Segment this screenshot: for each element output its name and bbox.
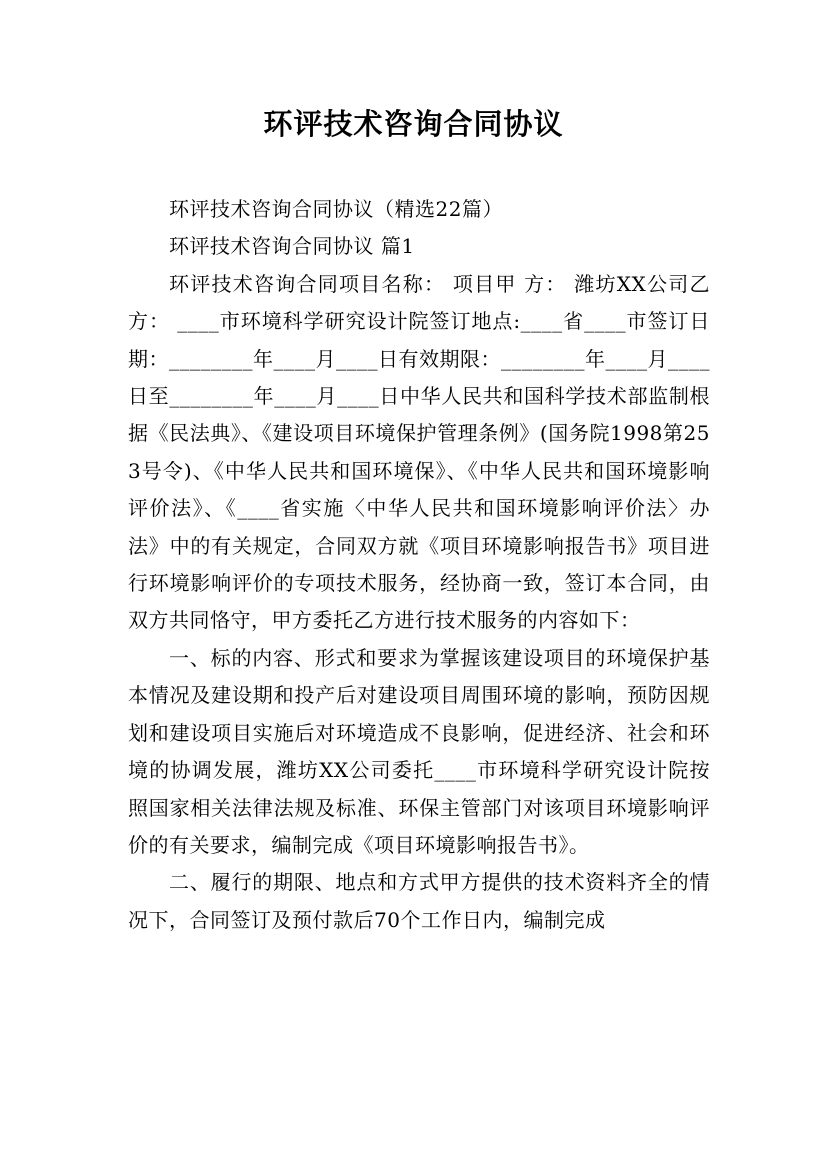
body-paragraph: 环评技术咨询合同项目名称： 项目甲 方： 潍坊XX公司乙 方： ____市环境科学研究设计院签订地点:____省____市签订日期：________年____月____日有效期限：________年____月____日至________年____月____日中华人民共和国科学技术部监制根据《民法典》、《建设项目环境保护管理条例》(国务院1998第253号令)、《中华人民共和国环境保》、《中华人民共和国环境影响评价法》、《____省实施〈中华人民共和国环境影响评价法〉办法》中的有关规定，合同双方就《项目环境影响报告书》项目进行环境影响评价的专项技术服务，经协商一致，签订本合同，由双方共同恪守，甲方委托乙方进行技术服务的内容如下： (128, 271, 710, 633)
body-paragraph: 二、履行的期限、地点和方式甲方提供的技术资料齐全的情况下，合同签订及预付款后70个工作日内，编制完成 (128, 870, 710, 932)
subtitle-paragraph: 环评技术咨询合同协议（精选22篇） (169, 197, 503, 221)
section-heading-paragraph: 环评技术咨询合同协议 篇1 (169, 234, 415, 259)
body-paragraph: 一、标的内容、形式和要求为掌握该建设项目的环境保护基本情况及建设期和投产后对建设项目周围环境的影响，预防因规划和建设项目实施后对环境造成不良影响，促进经济、社会和环境的协调发展，潍坊XX公司委托____市环境科学研究设计院按照国家相关法律法规及标准、环保主管部门对该项目环境影响评价的有关要求，编制完成《项目环境影响报告书》。 (128, 645, 710, 857)
document-title: 环评技术咨询合同协议 (263, 107, 564, 141)
document-body (128, 191, 710, 939)
